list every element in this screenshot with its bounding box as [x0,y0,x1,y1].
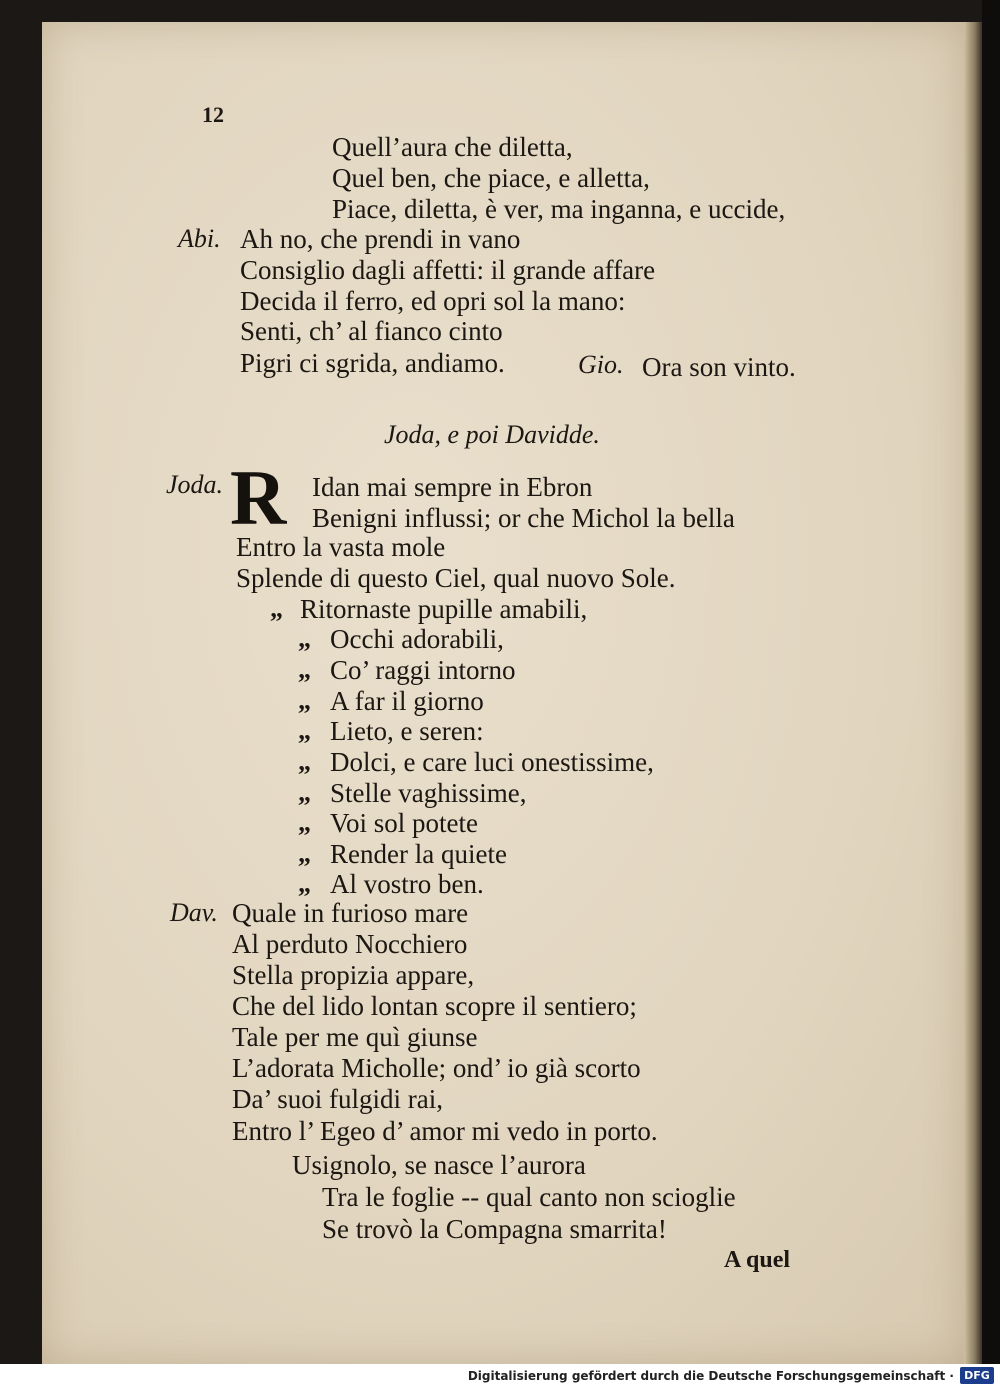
aria-line: Al vostro ben. [330,869,484,899]
verse-line: Entro la vasta mole [236,532,446,562]
verse-line: Usignolo, se nasce l’aurora [292,1150,586,1180]
verse-line: Piace, diletta, è ver, ma inganna, e uccide, [332,194,786,224]
verse-line: Ah no, che prendi in vano [240,224,521,254]
verse-line: Stella propizia appare, [232,960,475,990]
verse-line: Che del lido lontan scopre il sentiero; [232,991,637,1021]
scene-heading: Joda, e poi Davidde. [384,420,600,449]
speaker-gio: Gio. [578,350,624,379]
verse-line: Senti, ch’ al fianco cinto [240,316,503,346]
catchword: A quel [724,1247,791,1273]
verse-line: Quale in furioso mare [232,898,469,928]
verse-line: Da’ suoi fulgidi rai, [232,1084,443,1114]
aria-line: Dolci, e care luci onestissime, [330,747,654,777]
dfg-logo: DFG [960,1367,994,1384]
verse-line: Pigri ci sgrida, andiamo. [240,348,505,378]
speaker-abi: Abi. [178,224,221,253]
aria-line: Lieto, e seren: [330,716,484,746]
verse-line: Quell’aura che diletta, [332,132,573,162]
verse-line: Idan mai sempre in Ebron [312,472,593,502]
drop-cap: R [230,454,287,541]
quote-mark: „ [298,869,311,898]
verse-line: Ora son vinto. [642,352,796,382]
background-edge [982,0,1000,1388]
aria-line: Render la quiete [330,839,507,869]
verse-line: Consiglio dagli affetti: il grande affare [240,255,656,285]
book-gutter [964,22,982,1364]
speaker-dav: Dav. [170,898,218,927]
aria-line: Co’ raggi intorno [330,655,516,685]
verse-line: Tra le foglie -- qual canto non scioglie [322,1182,736,1212]
verse-line: Entro l’ Egeo d’ amor mi vedo in porto. [232,1116,658,1146]
quote-mark: „ [298,778,311,807]
verse-line: Se trovò la Compagna smarrita! [322,1214,667,1244]
speaker-joda: Joda. [166,470,224,499]
quote-mark: „ [298,839,311,868]
verse-line: Benigni influssi; or che Michol la bella [312,503,735,533]
verse-line: L’adorata Micholle; ond’ io già scorto [232,1053,641,1083]
page-number: 12 [202,102,224,127]
verse-line: Decida il ferro, ed opri sol la mano: [240,286,626,316]
verse-line: Splende di questo Ciel, qual nuovo Sole. [236,563,676,593]
aria-line: A far il giorno [330,686,484,716]
aria-line: Occhi adorabili, [330,624,504,654]
footer-bar [0,1364,1000,1388]
verse-line: Al perduto Nocchiero [232,929,468,959]
quote-mark: „ [298,624,311,653]
quote-mark: „ [298,716,311,745]
aria-line: Stelle vaghissime, [330,778,527,808]
quote-mark: „ [298,655,311,684]
quote-mark: „ [298,808,311,837]
verse-line: Quel ben, che piace, e alletta, [332,163,650,193]
aria-line: Voi sol potete [330,808,478,838]
quote-mark: „ [270,594,283,623]
footer-credit: Digitalisierung gefördert durch die Deutsche Forschungsgemeinschaft · [467,1369,954,1383]
quote-mark: „ [298,747,311,776]
aria-line: Ritornaste pupille amabili, [300,594,588,624]
verse-line: Tale per me quì giunse [232,1022,478,1052]
quote-mark: „ [298,686,311,715]
